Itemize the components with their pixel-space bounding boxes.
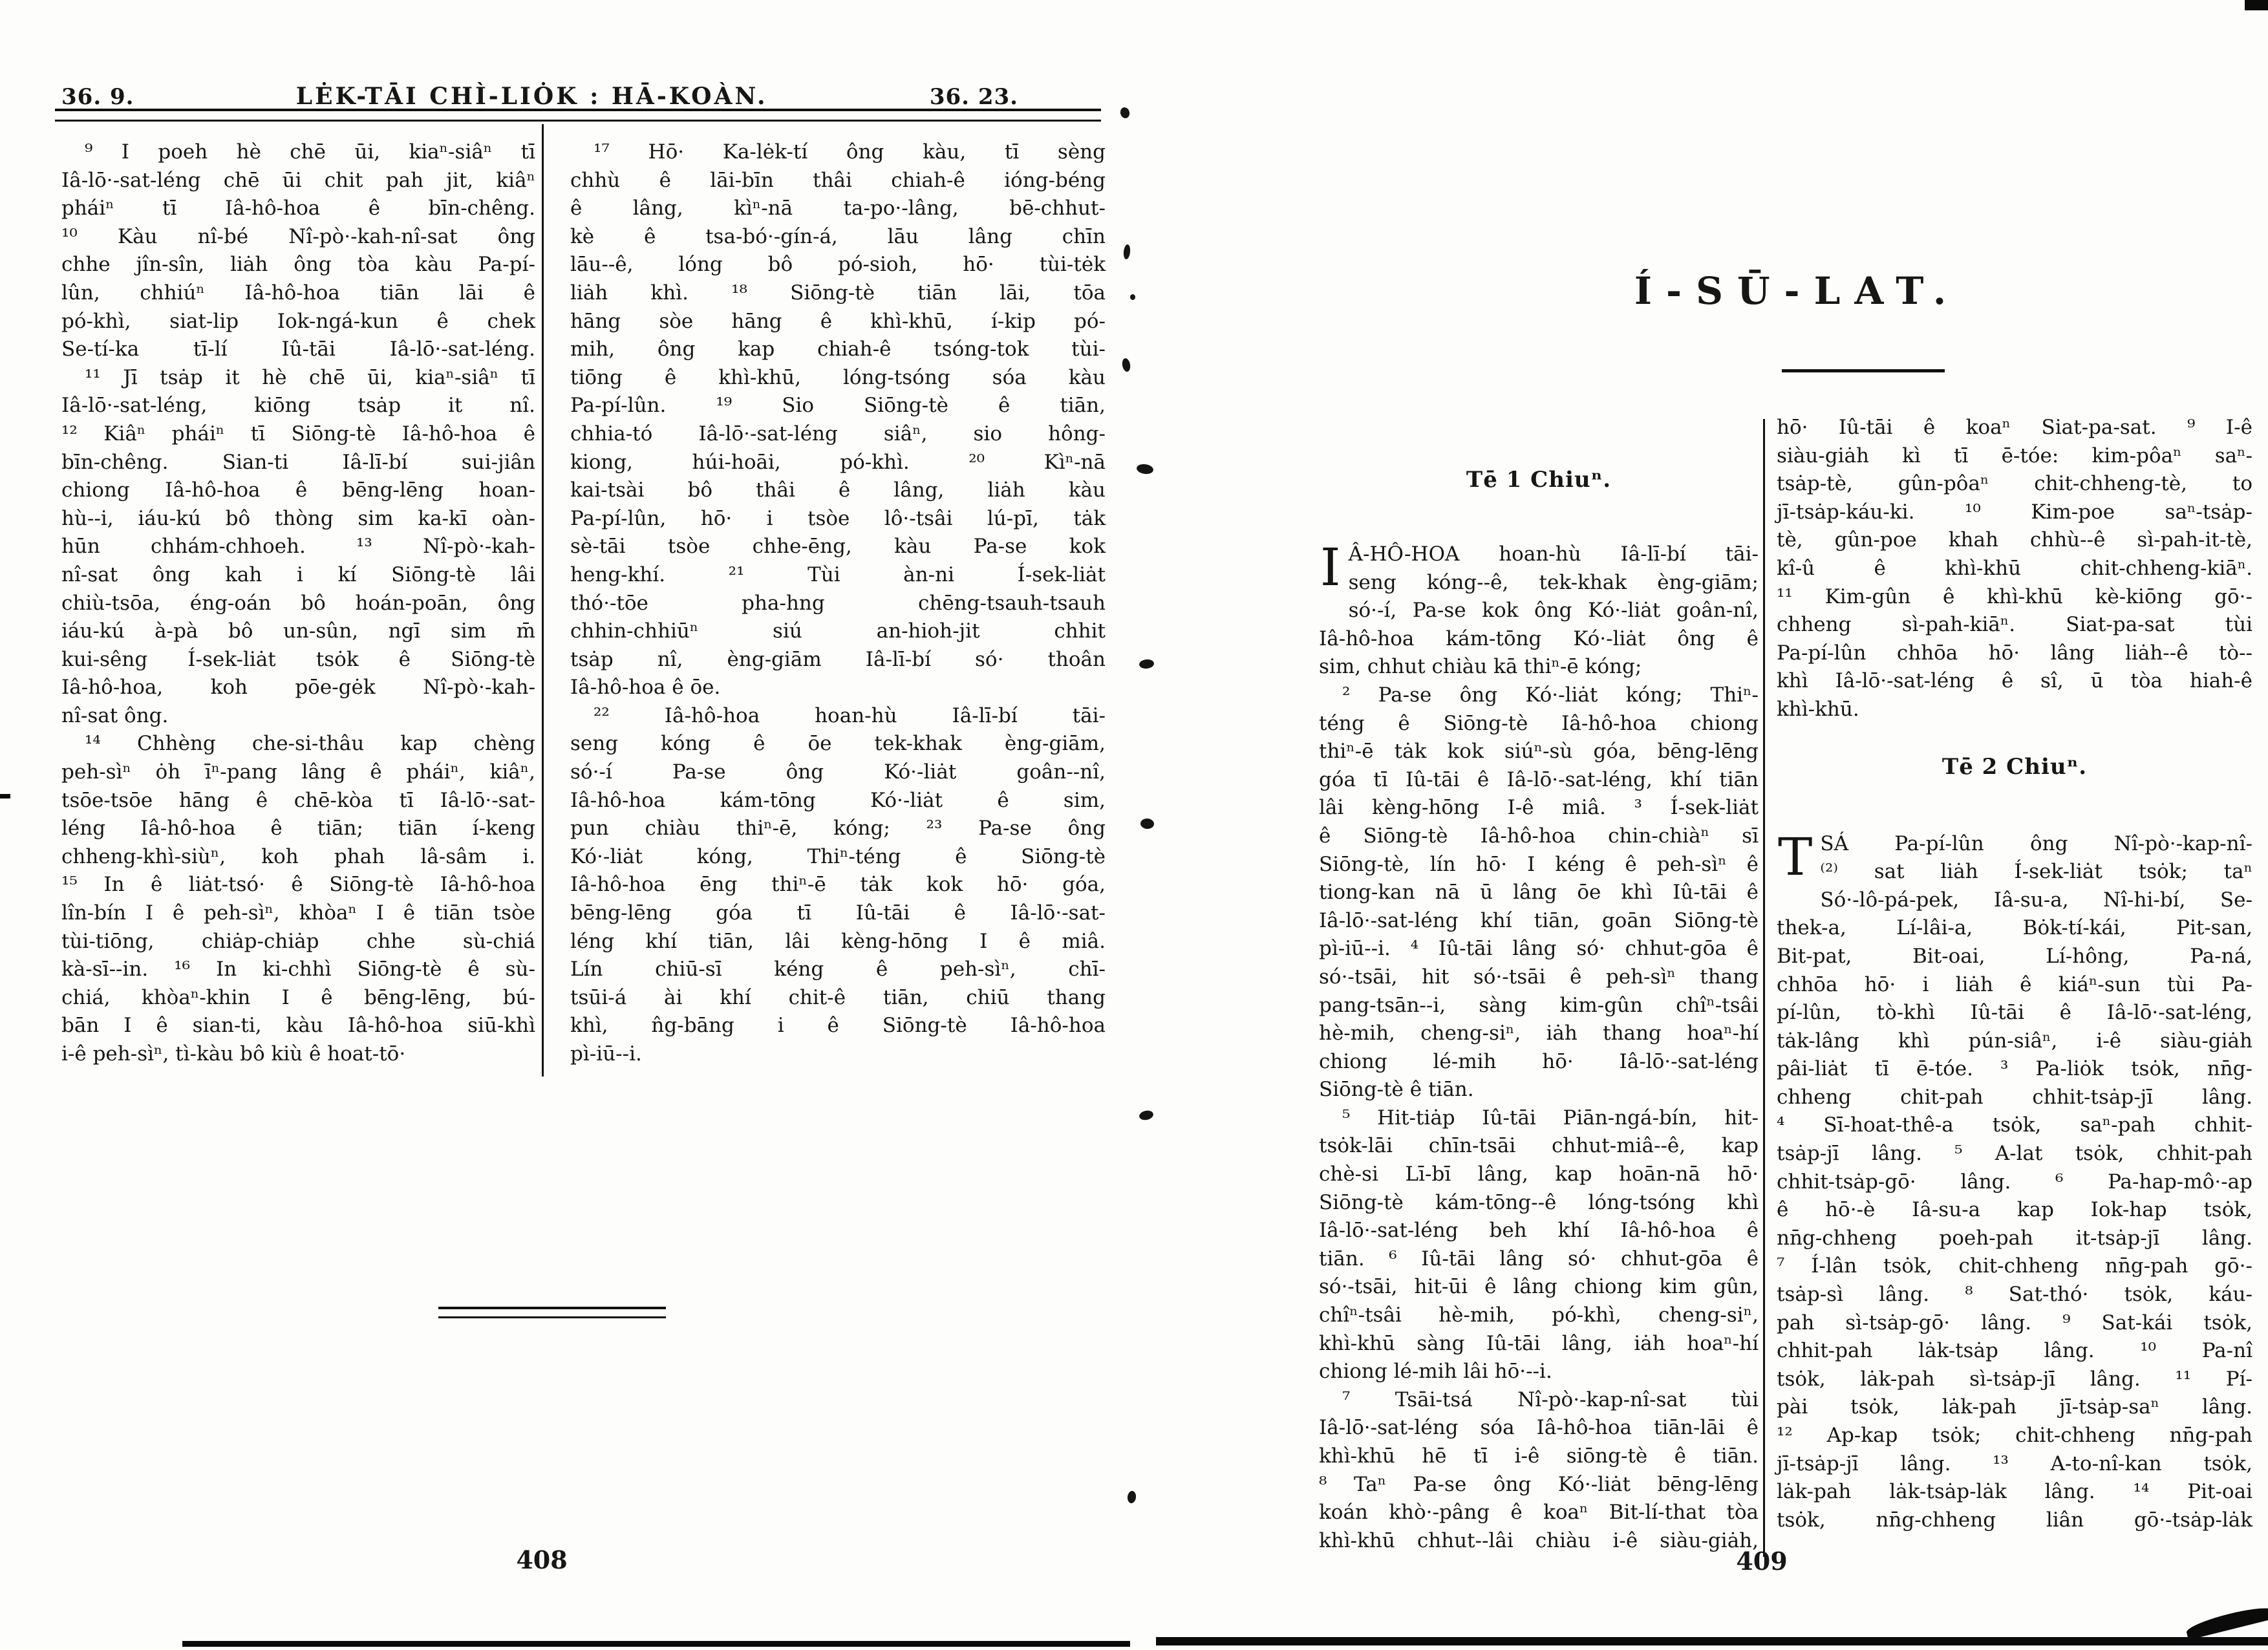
text-line: chheng chit-pah chhit-tsȧp-jī lâng. — [1777, 1085, 2252, 1109]
text-line: ¹⁰ Kàu nî-bé Nî-pò·-kah-nî-sat ông — [61, 224, 535, 248]
text-line: ê lâng, kìⁿ-nā ta-po·-lâng, bē-chhut- — [570, 197, 1106, 220]
text-line: ¹² Ap-kap tsȯk; chit-chheng nn̄g-pah — [1777, 1424, 2252, 1447]
scan-edge-mark — [0, 794, 10, 798]
ink-speck — [1127, 1490, 1137, 1503]
text-line: pí-lûn, tò-khì Iû-tāi ê Iâ-lō·-sat-léng, — [1777, 1001, 2252, 1025]
text-line: Iâ-hô-hoa, koh pōe-gėk Nî-pò·-kah- — [61, 676, 535, 700]
text-line: téng ê Siōng-tè Iâ-hô-hoa chiong — [1319, 711, 1759, 735]
text-line: chhit-pah lȧk-tsȧp lâng. ¹⁰ Pa-nî — [1777, 1339, 2252, 1363]
text-line: pháiⁿ tī Iâ-hô-hoa ê bīn-chêng. — [61, 197, 535, 220]
text-line: mih, ông kap chiah-ê tsóng-tok tùi- — [570, 338, 1106, 361]
text-line: hāng sòe hāng ê khì-khū, í-kip pó- — [570, 309, 1106, 333]
text-line: Iâ-hô-hoa ēng thiⁿ-ē tȧk kok hō· góa, — [570, 873, 1106, 897]
drop-cap: I — [1320, 537, 1341, 597]
text-line: hè-mih, cheng-siⁿ, iȧh thang hoaⁿ-hí — [1319, 1022, 1759, 1045]
text-line: Só·-lô-pá-pek, Iâ-su-a, Nî-hi-bí, Se- — [1820, 888, 2252, 912]
text-line: ⁸ Taⁿ Pa-se ông Kó·-liȧt bēng-lēng — [1319, 1472, 1759, 1496]
text-line: pang-tsān--i, sàng kim-gûn chîⁿ-tsâi — [1319, 993, 1759, 1017]
text-line: Iâ-hô-hoa kám-tōng Kó·-liȧt ông ê — [1319, 627, 1759, 650]
text-line: SÁ Pa-pí-lûn ông Nî-pò·-kap-nî- — [1820, 831, 2252, 855]
text-line: liȧh khì. ¹⁸ Siōng-tè tiān lāi, tōa — [570, 281, 1106, 305]
title-rule — [1782, 369, 1945, 372]
text-line: tsōe-tsōe hāng ê chē-kòa tī Iâ-lō·-sat- — [61, 788, 535, 812]
text-line: khì-khū hē tī i-ê siōng-tè ê tiān. — [1319, 1444, 1759, 1468]
text-line: chhōa hō· i liȧh ê kiáⁿ-sun tùi Pa- — [1777, 972, 2252, 996]
text-line: pì-iū--i. ⁴ Iû-tāi lâng só· chhut-gōa ê — [1319, 937, 1759, 961]
text-line: chheng-khì-siùⁿ, koh phah lâ-sâm i. — [61, 844, 535, 868]
text-line: tsȧp-sì lâng. ⁸ Sat-thó· tsȯk, káu- — [1777, 1283, 2252, 1307]
text-line: kà-sī--in. ¹⁶ In ki-chhì Siōng-tè ê sù- — [61, 958, 535, 981]
text-line: Iâ-lō·-sat-léng khí tiān, goān Siōng-tè — [1319, 908, 1759, 932]
book-title: Í-SŪ-LAT. — [1634, 269, 1961, 313]
text-line: chhe jîn-sîn, liȧh ông tòa kàu Pa-pí- — [61, 253, 535, 277]
ink-speck — [1136, 463, 1154, 475]
chapter-1-heading: Tē 1 Chiuⁿ. — [1466, 467, 1612, 493]
text-line: tȧk-lâng khì pún-siâⁿ, i-ê siàu-giȧh — [1777, 1029, 2252, 1053]
text-line: jī-tsȧp-jī lâng. ¹³ A-to-nî-kan tsȯk, — [1777, 1452, 2252, 1475]
text-line: bēng-lēng góa tī Iû-tāi ê Iâ-lō·-sat- — [570, 901, 1106, 925]
ink-speck — [1130, 294, 1135, 300]
text-line: ê hō·-è Iâ-su-a kap Iok-hap tsȯk, — [1777, 1198, 2252, 1222]
text-line: ⁵ Hit-tiȧp Iû-tāi Piān-ngá-bín, hit- — [1342, 1106, 1759, 1130]
text-line: chhia-tó Iâ-lō·-sat-léng siâⁿ, sio hông- — [570, 422, 1106, 445]
header-double-rule — [55, 109, 1101, 122]
text-line: ¹⁵ In ê liȧt-tsó· ê Siōng-tè Iâ-hô-hoa — [61, 873, 535, 897]
text-line: tsūi-á ài khí chit-ê tiān, chiū thang — [570, 985, 1106, 1009]
column-divider-rule — [542, 124, 544, 1077]
text-line: Iâ-hô-hoa ê ōe. — [570, 676, 721, 700]
text-line: tsȧp-jī lâng. ⁵ A-lat tsȯk, chhit-pah — [1777, 1142, 2252, 1166]
left-page-column-2 — [570, 138, 1106, 1069]
text-line: hō· Iû-tāi ê koaⁿ Siat-pa-sat. ⁹ I-ê — [1777, 416, 2252, 439]
text-line: tsȯk, nn̄g-chheng liân gō·-tsȧp-lȧk — [1777, 1508, 2252, 1532]
page-number-left: 408 — [516, 1545, 568, 1574]
text-line: khì-khū. — [1777, 697, 1859, 721]
text-line: koán khò·-pâng ê koaⁿ Bit-lí-that tòa — [1319, 1501, 1759, 1525]
text-line: tsȧp nî, èng-giām Iâ-lī-bí só· thoân — [570, 647, 1106, 671]
ink-speck — [1119, 106, 1131, 119]
text-line: chiong lé-mih lâi hō·--i. — [1319, 1360, 1552, 1384]
text-line: chîⁿ-tsâi hè-mih, pó-khì, cheng-siⁿ, — [1319, 1303, 1759, 1327]
text-line: léng khí tiān, lâi kèng-hōng I ê miâ. — [570, 929, 1106, 953]
running-head-left-verse-ref: 36. 9. — [61, 84, 134, 110]
text-line: Â-HÔ-HOA hoan-hù Iâ-lī-bí tāi- — [1348, 542, 1759, 566]
text-line: ¹⁷ Hō· Ka-lėk-tí ông kàu, tī sèng — [594, 140, 1106, 164]
text-line: thiⁿ-ē tȧk kok siúⁿ-sù góa, bēng-lēng — [1319, 740, 1759, 764]
scan-bottom-edge — [1156, 1637, 2268, 1645]
drop-cap: T — [1778, 826, 1813, 887]
text-line: Iâ-lō·-sat-léng beh khí Iâ-hô-hoa ê — [1319, 1219, 1759, 1243]
text-line: chhù ê lāi-bīn thâi chiah-ê ióng-béng — [570, 168, 1106, 192]
text-line: ⁷ Í-lân tsȯk, chit-chheng nn̄g-pah gō·- — [1777, 1254, 2252, 1278]
text-line: khì, n̂g-bāng i ê Siōng-tè Iâ-hô-hoa — [570, 1014, 1106, 1038]
text-line: ²² Iâ-hô-hoa hoan-hù Iâ-lī-bí tāi- — [594, 703, 1106, 727]
text-line: i-ê peh-sìⁿ, tì-kàu bô kiù ê hoat-tō· — [61, 1042, 406, 1066]
text-line: só·-tsāi, hit-ūi ê lâng chiong kim gûn, — [1319, 1275, 1759, 1299]
column-divider-rule — [1763, 419, 1765, 1557]
text-line: Siōng-tè ê tiān. — [1319, 1078, 1474, 1102]
text-line: Kó·-liȧt kóng, Thiⁿ-téng ê Siōng-tè — [570, 844, 1106, 868]
text-line: ⁽²⁾ sat liȧh Í-sek-liȧt tsȯk; taⁿ — [1820, 860, 2252, 884]
text-line: tsȯk-lāi chīn-tsāi chhut-miâ--ê, kap — [1319, 1134, 1759, 1158]
text-line: só·-í, Pa-se kok ông Kó·-liȧt goân-nî, — [1348, 599, 1759, 623]
book-end-double-rule — [438, 1307, 666, 1318]
text-line: chiong Iâ-hô-hoa ê bēng-lēng hoan- — [61, 478, 535, 502]
text-line: pun chiàu thiⁿ-ē, kóng; ²³ Pa-se ông — [570, 817, 1106, 841]
left-page-column-1 — [61, 138, 535, 1069]
right-page-column-1 — [1319, 537, 1759, 1555]
text-line: kè ê tsa-bó·-gín-á, lāu lâng chīn — [570, 224, 1106, 248]
text-line: Pa-pí-lûn, hō· i tsòe lô·-tsâi lú-pī, tȧk — [570, 506, 1106, 530]
text-line: ê Siōng-tè Iâ-hô-hoa chin-chiàⁿ sī — [1319, 824, 1759, 848]
text-line: bān I ê sian-ti, kàu Iâ-hô-hoa siū-khì — [61, 1014, 535, 1038]
running-head-right-verse-ref: 36. 23. — [929, 84, 1018, 110]
text-line: khì-khū chhut--lâi chiàu i-ê siàu-giȧh, — [1319, 1528, 1759, 1552]
ink-speck — [1139, 1109, 1154, 1121]
text-line: lîn-bín I ê peh-sìⁿ, khòaⁿ I ê tiān tsòe — [61, 901, 535, 925]
text-line: só·-tsāi, hit só·-tsāi ê peh-sìⁿ thang — [1319, 965, 1759, 989]
text-line: seng kóng ê ōe tek-khak èng-giām, — [570, 732, 1106, 756]
text-line: tiong-kan nā ū lâng ōe khì Iû-tāi ê — [1319, 881, 1759, 905]
text-line: chhin-chhiūⁿ siú an-hioh-jit chhit — [570, 619, 1106, 643]
text-line: ¹¹ Jī tsȧp it hè chē ūi, kiaⁿ-siâⁿ tī — [85, 365, 535, 389]
text-line: jī-tsȧp-káu-ki. ¹⁰ Kim-poe saⁿ-tsȧp- — [1777, 500, 2252, 524]
text-line: pài tsȯk, lȧk-pah jī-tsȧp-saⁿ lâng. — [1777, 1395, 2252, 1419]
running-head — [61, 71, 1018, 110]
text-line: tùi-tiōng, chiȧp-chiȧp chhe sù-chiá — [61, 929, 535, 953]
text-line: Iâ-lō·-sat-léng chē ūi chit pah jit, kiâⁿ — [61, 168, 535, 192]
ink-speck — [1121, 358, 1131, 372]
text-line: góa tī Iû-tāi ê Iâ-lō·-sat-léng, khí tiān — [1319, 767, 1759, 791]
text-line: Iâ-lō·-sat-léng, kiōng tsȧp it nî. — [61, 394, 535, 418]
ink-speck — [1140, 818, 1154, 829]
right-page-column-2 — [1777, 414, 2252, 1534]
text-line: heng-khí. ²¹ Tùi àn-ni Í-sek-liȧt — [570, 562, 1106, 586]
text-line: lāu--ê, lóng bô pó-sioh, hō· tùi-tėk — [570, 253, 1106, 277]
running-head-book-title: LĖK-TĀI CHÌ-LIȮK : HĀ-KOÀN. — [295, 83, 768, 110]
scan-bottom-edge — [182, 1641, 1130, 1647]
text-line: siàu-giȧh kì tī ē-tóe: kim-pôaⁿ saⁿ- — [1777, 444, 2252, 467]
text-line: peh-sìⁿ ȯh īⁿ-pang lâng ê pháiⁿ, kiâⁿ, — [61, 760, 535, 784]
text-line: tsȯk, lȧk-pah sì-tsȧp-jī lâng. ¹¹ Pí- — [1777, 1367, 2252, 1391]
text-line: hūn chhám-chhoeh. ¹³ Nî-pò·-kah- — [61, 535, 535, 559]
text-line: khì Iâ-lō·-sat-léng ê sî, ū tòa hiah-ê — [1777, 669, 2252, 693]
scan-corner-curl — [2185, 1603, 2268, 1640]
text-line: thek-a, Lí-lâi-a, Bȯk-tí-kái, Pit-san, — [1777, 916, 2252, 940]
text-line: Iâ-hô-hoa kám-tōng Kó·-liȧt ê sim, — [570, 788, 1106, 812]
text-line: pah sì-tsȧp-gō· lâng. ⁹ Sat-kái tsȯk, — [1777, 1311, 2252, 1334]
text-line: nn̄g-chheng poeh-pah it-tsȧp-jī lâng. — [1777, 1226, 2252, 1250]
text-line: só·-í Pa-se ông Kó·-liȧt goân--nî, — [570, 760, 1106, 784]
text-line: ¹² Kiâⁿ pháiⁿ tī Siōng-tè Iâ-hô-hoa ê — [61, 422, 535, 445]
text-line: hù--i, iáu-kú bô thòng sim ka-kī oàn- — [61, 506, 535, 530]
text-line: kai-tsài bô thâi ê lâng, liȧh kàu — [570, 478, 1106, 502]
text-line: sim, chhut chiàu kā thiⁿ-ē kóng; — [1319, 655, 1642, 679]
text-line: nî-sat ông. — [61, 703, 169, 727]
text-line: tiōng ê khì-khū, lóng-tsóng sóa kàu — [570, 365, 1106, 389]
scan-corner-nick — [2245, 0, 2268, 10]
text-line: chiong lé-mih hō· Iâ-lō·-sat-léng — [1319, 1049, 1759, 1073]
text-line: Pa-pí-lûn chhōa hō· lâng liȧh--ê tò-- — [1777, 641, 2252, 665]
text-line: chheng sì-pah-kiāⁿ. Siat-pa-sat tùi — [1777, 613, 2252, 637]
text-line: tsȧp-tè, gûn-pôaⁿ chit-chheng-tè, to — [1777, 472, 2252, 496]
chapter-heading: Tē 2 Chiuⁿ. — [1942, 753, 2088, 780]
text-line: kui-sêng Í-sek-liȧt tsȯk ê Siōng-tè — [61, 647, 535, 671]
text-line: tè, gûn-poe khah chhù--ê sì-pah-it-tè, — [1777, 528, 2252, 552]
text-line: pó-khì, siat-lip Iok-ngá-kun ê chek — [61, 309, 535, 333]
text-line: Siōng-tè kám-tōng--ê lóng-tsóng khì — [1319, 1190, 1759, 1214]
text-line: ¹¹ Kim-gûn ê khì-khū kè-kiōng gō·- — [1777, 584, 2252, 608]
text-line: ⁷ Tsāi-tsá Nî-pò·-kap-nî-sat tùi — [1342, 1388, 1759, 1411]
text-line: Pa-pí-lûn. ¹⁹ Sio Siōng-tè ê tiān, — [570, 394, 1106, 418]
ink-speck — [1123, 244, 1131, 260]
text-line: tiān. ⁶ Iû-tāi lâng só· chhut-gōa ê — [1319, 1247, 1759, 1270]
text-line: Bit-pat, Bit-oai, Lí-hông, Pa-ná, — [1777, 944, 2252, 968]
text-line: kiong, húi-hoāi, pó-khì. ²⁰ Kìⁿ-nā — [570, 450, 1106, 474]
text-line: ⁴ Sī-hoat-thê-a tsȯk, saⁿ-pah chhit- — [1777, 1113, 2252, 1137]
text-line: chiù-tsōa, éng-oán bô hoán-poān, ông — [61, 591, 535, 615]
ink-speck — [1139, 659, 1154, 669]
text-line: ² Pa-se ông Kó·-liȧt kóng; Thiⁿ- — [1342, 683, 1759, 707]
text-line: pì-iū--i. — [570, 1042, 642, 1066]
text-line: khì-khū sàng Iû-tāi lâng, iȧh hoaⁿ-hí — [1319, 1331, 1759, 1355]
text-line: iáu-kú à-pà bô un-sûn, ngī sim m̄ — [61, 619, 535, 643]
text-line: ⁹ I poeh hè chē ūi, kiaⁿ-siâⁿ tī — [85, 140, 535, 164]
text-line: Lín chiū-sī kéng ê peh-sìⁿ, chī- — [570, 958, 1106, 981]
text-line: thó·-tōe pha-hng chēng-tsauh-tsauh — [570, 591, 1106, 615]
text-line: chiá, khòaⁿ-khin I ê bēng-lēng, bú- — [61, 985, 535, 1009]
text-line: sè-tāi tsòe chhe-ēng, kàu Pa-se kok — [570, 535, 1106, 559]
text-line: chè-si Lī-bī lâng, kap hoān-nā hō· — [1319, 1162, 1759, 1186]
text-line: kî-û ê khì-khū chit-chheng-kiāⁿ. — [1777, 556, 2252, 580]
text-line: lûn, chhiúⁿ Iâ-hô-hoa tiān lāi ê — [61, 281, 535, 305]
text-line: chhit-tsȧp-gō· lâng. ⁶ Pa-hap-mô·-ap — [1777, 1170, 2252, 1194]
text-line: lâi kèng-hōng I-ê miâ. ³ Í-sek-liȧt — [1319, 796, 1759, 820]
text-line: nî-sat ông kah i kí Siōng-tè lâi — [61, 562, 535, 586]
page-number-right: 409 — [1736, 1547, 1788, 1576]
text-line: Iâ-lō·-sat-léng sóa Iâ-hô-hoa tiān-lāi ê — [1319, 1416, 1759, 1440]
text-line: seng kóng--ê, tek-khak èng-giām; — [1348, 570, 1759, 594]
text-line: Se-tí-ka tī-lí Iû-tāi Iâ-lō·-sat-léng. — [61, 338, 535, 361]
text-line: bīn-chêng. Sian-ti Iâ-lī-bí sui-jiân — [61, 450, 535, 474]
text-line: lȧk-pah lȧk-tsȧp-lȧk lâng. ¹⁴ Pit-oai — [1777, 1480, 2252, 1504]
text-line: léng Iâ-hô-hoa ê tiān; tiān í-keng — [61, 817, 535, 841]
text-line: Siōng-tè, lín hō· I kéng ê peh-sìⁿ ê — [1319, 852, 1759, 876]
text-line: pâi-liȧt tī ē-tóe. ³ Pa-liȯk tsȯk, nn̄g- — [1777, 1057, 2252, 1081]
text-line: ¹⁴ Chhèng che-si-thâu kap chèng — [85, 732, 535, 756]
